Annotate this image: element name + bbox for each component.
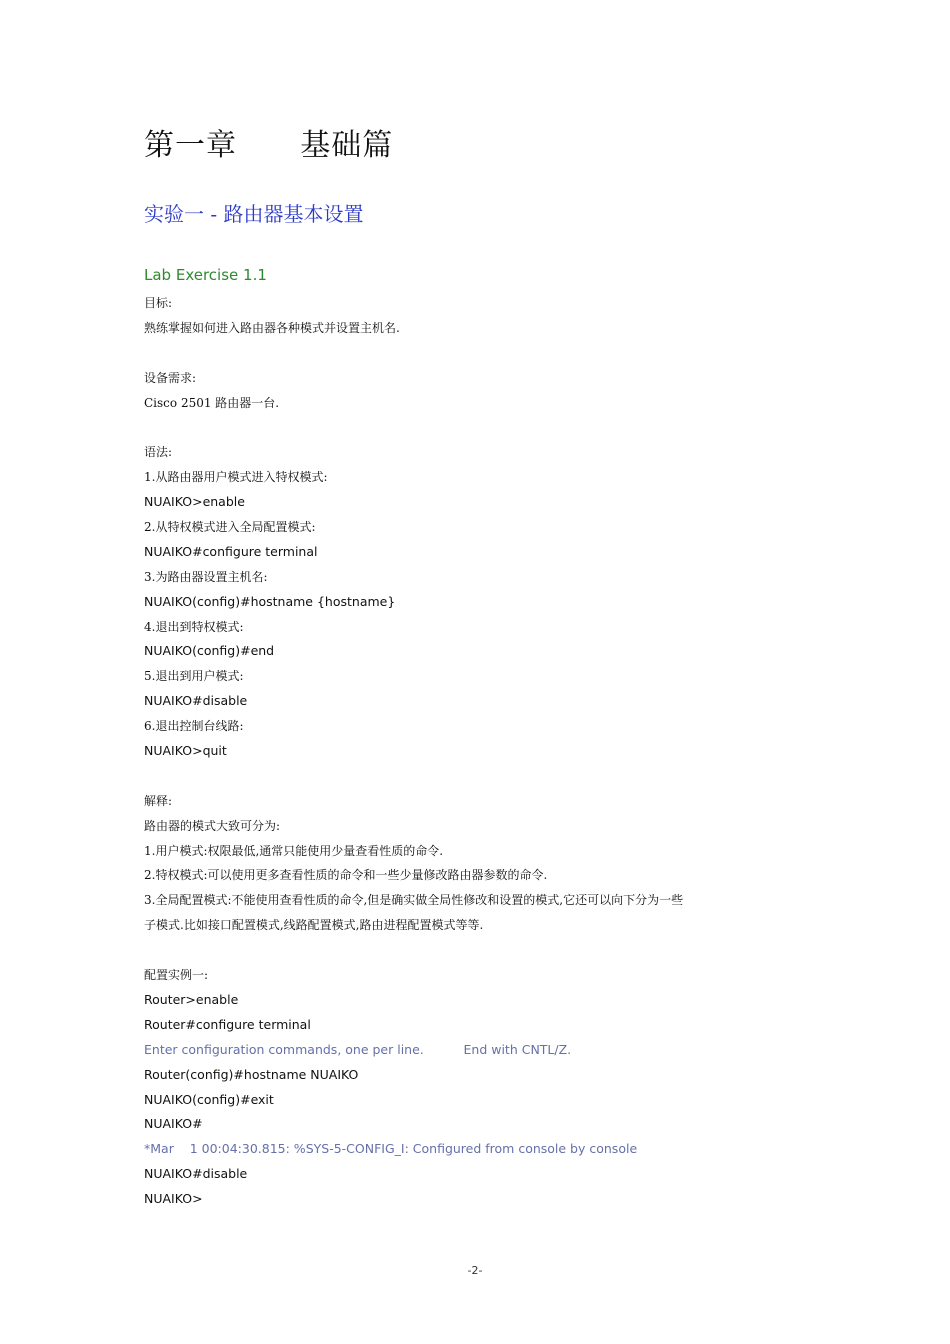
blank-line <box>144 764 864 789</box>
text-line: 设备需求: <box>144 370 197 385</box>
text-line: 3.全局配置模式:不能使用查看性质的命令,但是确实做全局性修改和设置的模式,它还可以向下分为一些 <box>144 893 684 908</box>
blank-line <box>144 415 864 440</box>
console-output-line: *Mar 1 00:04:30.815: %SYS-5-CONFIG_I: Configured from console by console <box>144 1141 638 1157</box>
command-line: NUAIKO>quit <box>144 743 227 759</box>
command-line: NUAIKO(config)#end <box>144 643 275 659</box>
text-line: 1.从路由器用户模式进入特权模式: <box>144 470 328 485</box>
command-line: NUAIKO(config)#hostname {hostname} <box>144 593 396 609</box>
text-line: 熟练掌握如何进入路由器各种模式并设置主机名. <box>144 320 400 335</box>
text-line: 2.从特权模式进入全局配置模式: <box>144 520 316 535</box>
lab-exercise-title: Lab Exercise 1.1 <box>144 266 267 284</box>
command-line: NUAIKO# <box>144 1116 203 1132</box>
chapter-title: 第一章 基础篇 <box>144 128 394 163</box>
text-line: 语法: <box>144 445 173 460</box>
command-line: NUAIKO(config)#exit <box>144 1091 274 1107</box>
text-line: 配置实例一: <box>144 968 209 983</box>
text-line: 5.退出到用户模式: <box>144 669 244 684</box>
command-line: NUAIKO#disable <box>144 1166 248 1182</box>
page-number: -2- <box>467 1264 483 1277</box>
text-line: 2.特权模式:可以使用更多查看性质的命令和一些少量修改路由器参数的命令. <box>144 868 548 883</box>
blank-line <box>144 938 864 963</box>
text-line: 子模式.比如接口配置模式,线路配置模式,路由进程配置模式等等. <box>144 918 484 933</box>
blank-line <box>144 341 864 366</box>
command-line: Router#configure terminal <box>144 1016 311 1032</box>
body-text <box>144 291 864 1212</box>
console-output-line: Enter configuration commands, one per line. End with CNTL/Z. <box>144 1041 572 1057</box>
command-line: Router(config)#hostname NUAIKO <box>144 1066 359 1082</box>
text-line: Cisco 2501 路由器一台. <box>144 395 280 410</box>
text-line: 4.退出到特权模式: <box>144 619 244 634</box>
command-line: NUAIKO>enable <box>144 494 245 510</box>
command-line: NUAIKO#configure terminal <box>144 543 318 559</box>
text-line: 3.为路由器设置主机名: <box>144 569 268 584</box>
text-line: 6.退出控制台线路: <box>144 719 244 734</box>
text-line: 路由器的模式大致可分为: <box>144 818 281 833</box>
command-line: NUAIKO#disable <box>144 693 248 709</box>
command-line: Router>enable <box>144 991 239 1007</box>
text-line: 1.用户模式:权限最低,通常只能使用少量查看性质的命令. <box>144 843 444 858</box>
text-line: 解释: <box>144 793 173 808</box>
command-line: NUAIKO> <box>144 1191 203 1207</box>
section-title: 实验一 - 路由器基本设置 <box>144 202 364 226</box>
text-line: 目标: <box>144 296 173 310</box>
